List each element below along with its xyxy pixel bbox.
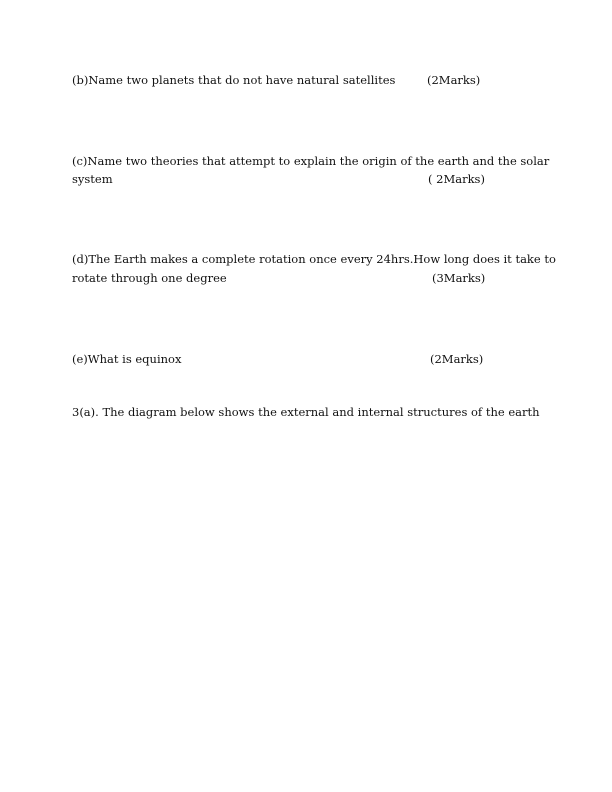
question-c-text-line1: (c)Name two theories that attempt to explain the origin of the earth and the solar — [72, 154, 550, 168]
question-e-marks: (2Marks) — [430, 352, 484, 366]
question-b-marks: (2Marks) — [427, 73, 481, 87]
question-d-text-line1: (d)The Earth makes a complete rotation once every 24hrs.How long does it take to — [72, 252, 556, 266]
question-e-text: (e)What is equinox — [72, 352, 182, 366]
question-d-text-line2: rotate through one degree — [72, 271, 227, 285]
section-3a-text: 3(a). The diagram below shows the external and internal structures of the earth — [72, 405, 540, 419]
question-c-text-line2: system — [72, 172, 113, 186]
question-d-marks: (3Marks) — [432, 271, 486, 285]
question-c-marks: ( 2Marks) — [428, 172, 485, 186]
question-b-text: (b)Name two planets that do not have natural satellites — [72, 73, 396, 87]
